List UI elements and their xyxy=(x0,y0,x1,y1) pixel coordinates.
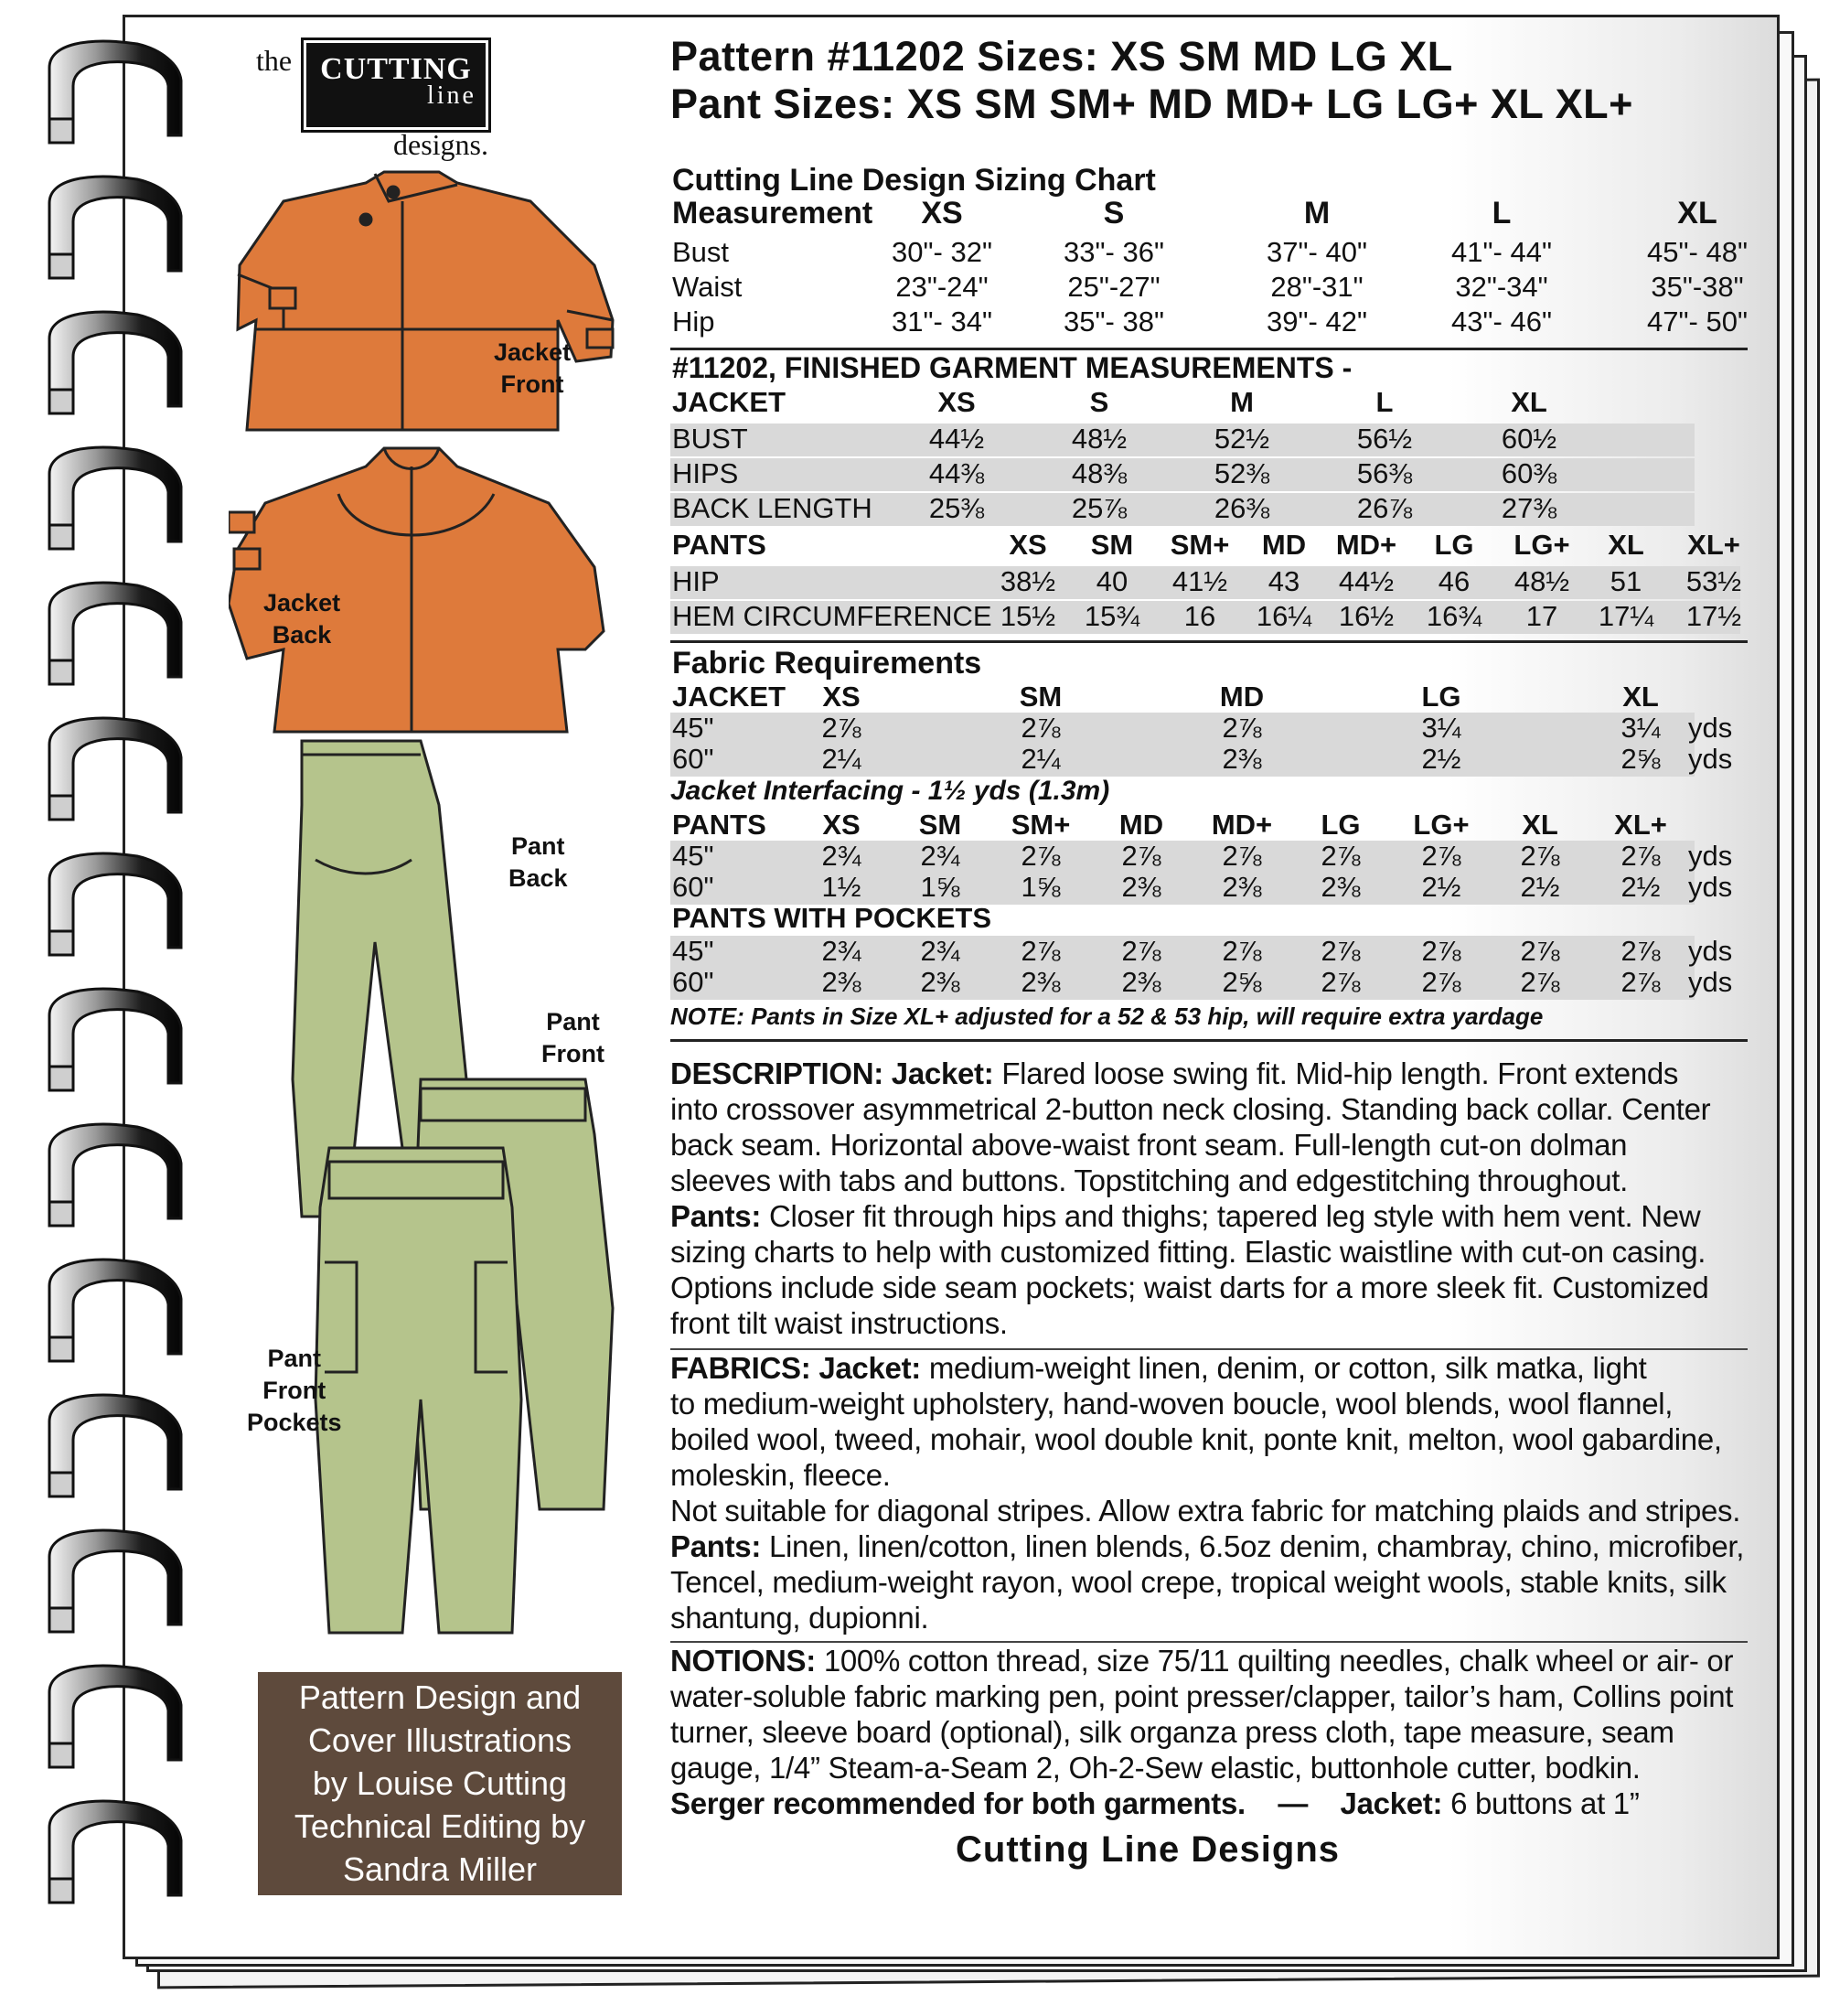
notions-line: water-soluble fabric marking pen, point presser/clapper, tailor’s ham, Collins point xyxy=(670,1679,1734,1713)
table-cell: 28"-31" xyxy=(1270,271,1364,303)
logo-line: line xyxy=(427,81,476,110)
table-cell: 2⅞ xyxy=(1321,840,1361,872)
table-cell: 52⅜ xyxy=(1214,457,1270,489)
logo xyxy=(256,37,503,165)
column-header: XS xyxy=(937,386,976,418)
table-cell: 43 xyxy=(1267,565,1300,597)
row-label: 60" xyxy=(672,871,714,903)
table-cell: 30"- 32" xyxy=(892,236,992,268)
column-header: MD xyxy=(1118,809,1164,841)
column-header: XS xyxy=(1009,529,1047,561)
fabrics-jacket-line: Not suitable for diagonal stripes. Allow extra fabric for matching plaids and stripes. xyxy=(670,1494,1741,1528)
table-cell: 56⅜ xyxy=(1356,457,1413,489)
notions-line: gauge, 1/4” Steam-a-Seam 2, Oh-2-Sew elastic, buttonhole cutter, bodkin. xyxy=(670,1751,1641,1785)
table-cell: 16½ xyxy=(1338,600,1395,632)
spiral-ring xyxy=(49,583,181,684)
table-cell: 2⅜ xyxy=(920,966,960,998)
table-cell: 44⅜ xyxy=(928,457,985,489)
notions-label: NOTIONS: xyxy=(670,1644,816,1678)
fabrics-label: FABRICS: xyxy=(670,1351,811,1385)
row-label: 45" xyxy=(672,840,714,872)
finished-title: #11202, FINISHED GARMENT MEASUREMENTS - xyxy=(672,351,1353,384)
spiral-ring xyxy=(49,1260,181,1361)
column-header: L xyxy=(1375,386,1394,418)
logo-designs: designs. xyxy=(393,128,488,161)
table-cell: 44½ xyxy=(928,423,985,455)
table-cell: 51 xyxy=(1610,565,1642,597)
spiral-ring xyxy=(49,1666,181,1767)
table-cell: 27⅜ xyxy=(1501,492,1557,524)
table-cell: 35"- 38" xyxy=(1064,306,1164,338)
table-cell: 31"- 34" xyxy=(892,306,992,338)
table-cell: 26⅞ xyxy=(1356,492,1413,524)
table-cell: 2½ xyxy=(1520,871,1560,903)
pants-header: PANTS xyxy=(672,809,766,841)
table-cell: 2⅞ xyxy=(1321,935,1361,967)
row-label: 60" xyxy=(672,966,714,998)
jacket-header: JACKET xyxy=(672,386,786,418)
table-cell: 2⅝ xyxy=(1620,743,1661,775)
table-cell: 2⅞ xyxy=(1620,966,1661,998)
pants-header: PANTS xyxy=(672,529,766,561)
table-cell: 1⅝ xyxy=(920,871,960,903)
table-cell: 3¼ xyxy=(1620,712,1661,744)
table-cell: 1⅝ xyxy=(1021,871,1061,903)
table-cell: 25⅜ xyxy=(928,492,985,524)
spiral-ring xyxy=(49,447,181,549)
table-cell: 2⅜ xyxy=(1021,966,1061,998)
table-cell: 17½ xyxy=(1685,600,1742,632)
unit-label: yds xyxy=(1688,743,1733,775)
table-cell: 2⅞ xyxy=(1222,935,1262,967)
column-header: XL xyxy=(1677,196,1717,231)
fabrics-jacket-line: moleskin, fleece. xyxy=(670,1458,891,1492)
description-jacket-line: back seam. Horizontal above-waist front seam. Full-length cut-on dolman xyxy=(670,1128,1628,1162)
table-cell: 2⅞ xyxy=(1620,935,1661,967)
logo-cutting: CUTTING xyxy=(320,52,472,86)
description-label: DESCRIPTION: xyxy=(670,1056,883,1090)
column-header: XS xyxy=(921,196,963,231)
table-cell: 2⅞ xyxy=(1520,840,1560,872)
pant-front-pockets-illustration xyxy=(316,1148,521,1633)
table-cell: 2⅞ xyxy=(1021,935,1061,967)
table-cell: 2⅞ xyxy=(1421,840,1461,872)
column-header: L xyxy=(1492,196,1512,231)
table-cell: 47"- 50" xyxy=(1647,306,1748,338)
table-cell: 15¾ xyxy=(1084,600,1140,632)
description-jacket-label: Jacket: xyxy=(891,1056,994,1090)
description-jacket-line: sleeves with tabs and buttons. Topstitching and edgestitching throughout. xyxy=(670,1163,1629,1197)
fabric-note: NOTE: Pants in Size XL+ adjusted for a 52 & 53 hip, will require extra yardage xyxy=(670,1003,1544,1030)
spiral-ring xyxy=(49,312,181,413)
table-cell: 2¼ xyxy=(821,743,861,775)
fabrics-pants-label: Pants: xyxy=(670,1529,762,1563)
table-cell: 23"-24" xyxy=(895,271,989,303)
column-header: XL xyxy=(1622,681,1659,713)
column-header: S xyxy=(1089,386,1109,418)
credit-line: Pattern Design and xyxy=(298,1678,582,1716)
table-cell: 60½ xyxy=(1501,423,1557,455)
table-cell: 33"- 36" xyxy=(1064,236,1164,268)
column-header: XL xyxy=(1522,809,1558,841)
column-header: SM xyxy=(918,809,962,841)
spiral-ring xyxy=(49,1124,181,1226)
table-cell: 2⅜ xyxy=(1121,966,1161,998)
column-header: M xyxy=(1303,196,1331,231)
credit-box xyxy=(258,1672,622,1895)
garment-label-jacket-back: Jacket Back xyxy=(263,589,341,649)
garment-illustrations xyxy=(229,165,649,1665)
table-cell: 2½ xyxy=(1421,871,1461,903)
table-cell: 32"-34" xyxy=(1455,271,1548,303)
table-cell: 2⅞ xyxy=(1021,840,1061,872)
table-cell: 2⅞ xyxy=(1620,840,1661,872)
notions-jacket-label: Jacket: xyxy=(1340,1786,1443,1820)
table-cell: 2¼ xyxy=(1021,743,1061,775)
table-cell: 43"- 46" xyxy=(1451,306,1552,338)
notions-line: turner, sleeve board (optional), silk organza press cloth, tape measure, seam xyxy=(670,1715,1674,1749)
table-cell: 2¾ xyxy=(920,935,960,967)
table-cell: 2⅞ xyxy=(1021,712,1061,744)
fabrics-pants-line: Linen, linen/cotton, linen blends, 6.5oz denim, chambray, chino, microfiber, xyxy=(768,1529,1745,1563)
table-cell: 45"- 48" xyxy=(1647,236,1748,268)
fabric-title: Fabric Requirements xyxy=(672,646,982,681)
table-cell: 2⅜ xyxy=(1121,871,1161,903)
spiral-ring xyxy=(49,1530,181,1632)
table-cell: 2⅜ xyxy=(1321,871,1361,903)
table-cell: 16¼ xyxy=(1256,600,1312,632)
fabrics-jacket-line: to medium-weight upholstery, hand-woven boucle, wool blends, wool flannel, xyxy=(670,1387,1674,1421)
table-cell: 35"-38" xyxy=(1651,271,1744,303)
table-cell: 39"- 42" xyxy=(1267,306,1367,338)
credit-line: Cover Illustrations xyxy=(307,1721,572,1759)
row-label: Waist xyxy=(672,271,743,303)
description-pants-line: front tilt waist instructions. xyxy=(670,1306,1008,1340)
column-header: LG xyxy=(1434,529,1474,561)
column-header: XL xyxy=(1608,529,1644,561)
description-pants-line: Options include side seam pockets; waist darts for a more sleek fit. Customized xyxy=(670,1271,1709,1304)
table-cell: 25⅞ xyxy=(1071,492,1128,524)
column-header: Measurement xyxy=(672,196,873,231)
table-cell: 1½ xyxy=(821,871,861,903)
logo-box xyxy=(304,40,488,130)
column-header: SM+ xyxy=(1011,809,1071,841)
dash: — xyxy=(1278,1786,1309,1820)
credit-line: Technical Editing by xyxy=(294,1807,586,1845)
description-jacket-line: into crossover asymmetrical 2-button neck closing. Standing back collar. Center xyxy=(670,1092,1711,1126)
garment-label-pant-front: Pant Front xyxy=(541,1008,604,1067)
column-header: XL xyxy=(1511,386,1547,418)
column-header: SM xyxy=(1090,529,1134,561)
table-cell: 2¾ xyxy=(920,840,960,872)
table-cell: 2⅞ xyxy=(1520,966,1560,998)
table-cell: 2⅞ xyxy=(821,712,861,744)
table-cell: 2⅝ xyxy=(1222,966,1262,998)
column-header: LG+ xyxy=(1413,809,1470,841)
table-cell: 44½ xyxy=(1338,565,1395,597)
table-cell: 2⅞ xyxy=(1121,935,1161,967)
spiral-ring xyxy=(49,1395,181,1496)
row-label: BUST xyxy=(672,423,748,455)
column-header: MD xyxy=(1219,681,1265,713)
table-cell: 17¼ xyxy=(1598,600,1654,632)
garment-label-jacket-front: Jacket Front xyxy=(494,338,572,398)
column-header: MD xyxy=(1261,529,1307,561)
fabrics-jacket-line: boiled wool, tweed, mohair, wool double knit, ponte knit, melton, wool gabardine, xyxy=(670,1422,1722,1456)
column-header: M xyxy=(1230,386,1254,418)
row-label: 45" xyxy=(672,935,714,967)
table-cell: 2½ xyxy=(1421,743,1461,775)
table-cell: 2¾ xyxy=(821,935,861,967)
table-cell: 48½ xyxy=(1071,423,1128,455)
interfacing-note: Jacket Interfacing - 1½ yds (1.3m) xyxy=(670,776,1110,806)
fabrics-jacket-line: medium-weight linen, denim, or cotton, silk matka, light xyxy=(928,1351,1647,1385)
row-label: Bust xyxy=(672,236,730,268)
column-header: LG xyxy=(1321,809,1361,841)
divider xyxy=(670,1039,1748,1042)
table-cell: 2⅜ xyxy=(1222,743,1262,775)
spiral-ring xyxy=(49,718,181,820)
table-cell: 41"- 44" xyxy=(1451,236,1552,268)
credit-line: by Louise Cutting xyxy=(312,1764,568,1802)
table-cell: 38½ xyxy=(1000,565,1056,597)
column-header: SM xyxy=(1019,681,1063,713)
credit-line: Sandra Miller xyxy=(342,1850,538,1888)
fabrics-pants-line: shantung, dupionni. xyxy=(670,1601,929,1635)
notions-line: 100% cotton thread, size 75/11 quilting needles, chalk wheel or air- or xyxy=(823,1644,1734,1678)
pockets-header: PANTS WITH POCKETS xyxy=(672,902,992,934)
table-cell: 2⅞ xyxy=(1222,840,1262,872)
column-header: XL+ xyxy=(1614,809,1667,841)
description-pants-line: Closer fit through hips and thighs; tapered leg style with hem vent. New xyxy=(768,1199,1701,1233)
spiral-ring xyxy=(49,1801,181,1903)
column-header: LG xyxy=(1421,681,1461,713)
table-cell: 2¾ xyxy=(821,840,861,872)
table-cell: 2⅞ xyxy=(1121,840,1161,872)
table-cell: 2½ xyxy=(1620,871,1661,903)
table-cell: 2⅞ xyxy=(1520,935,1560,967)
column-header: LG+ xyxy=(1513,529,1570,561)
column-header: MD+ xyxy=(1211,809,1273,841)
jacket-header: JACKET xyxy=(672,681,786,713)
table-cell: 41½ xyxy=(1171,565,1228,597)
garment-label-pant-front-pockets: Pant Front Pockets xyxy=(247,1345,342,1436)
table-cell: 56½ xyxy=(1356,423,1413,455)
row-label: HIPS xyxy=(672,457,739,489)
spiral-ring xyxy=(49,853,181,955)
fabrics-section xyxy=(670,1350,1749,1635)
row-label: 45" xyxy=(672,712,714,744)
fabrics-pants-line: Tencel, medium-weight rayon, wool crepe, tropical weight wools, stable knits, silk xyxy=(670,1565,1727,1599)
table-cell: 2⅞ xyxy=(1222,712,1262,744)
row-label: HIP xyxy=(672,565,720,597)
garment-label-pant-back: Pant Back xyxy=(508,832,568,892)
page-title-line2: Pant Sizes: XS SM SM+ MD MD+ LG LG+ XL XL+ xyxy=(670,80,1633,127)
unit-label: yds xyxy=(1688,712,1733,744)
table-cell: 60⅜ xyxy=(1501,457,1557,489)
table-cell: 26⅜ xyxy=(1214,492,1270,524)
unit-label: yds xyxy=(1688,871,1733,903)
spiral-ring xyxy=(49,177,181,278)
description-section xyxy=(670,1056,1749,1341)
table-cell: 2⅞ xyxy=(1321,966,1361,998)
column-header: MD+ xyxy=(1335,529,1397,561)
divider xyxy=(670,348,1748,350)
column-header: XS xyxy=(822,809,861,841)
spiral-binding xyxy=(0,0,219,2016)
fabrics-jacket-label: Jacket: xyxy=(818,1351,921,1385)
table-cell: 37"- 40" xyxy=(1267,236,1367,268)
table-cell: 48⅜ xyxy=(1071,457,1128,489)
description-pants-label: Pants: xyxy=(670,1199,762,1233)
logo-the: the xyxy=(256,44,293,77)
footer-brand: Cutting Line Designs xyxy=(956,1829,1340,1870)
column-header: S xyxy=(1103,196,1125,231)
divider xyxy=(670,640,1748,643)
row-label: HEM CIRCUMFERENCE xyxy=(672,600,992,632)
row-label: 60" xyxy=(672,743,714,775)
table-cell: 16¾ xyxy=(1426,600,1482,632)
sizing-chart-title: Cutting Line Design Sizing Chart xyxy=(672,163,1156,198)
row-label: BACK LENGTH xyxy=(672,492,872,524)
table-cell: 40 xyxy=(1096,565,1128,597)
notions-section xyxy=(670,1643,1749,1821)
table-cell: 48½ xyxy=(1513,565,1570,597)
column-header: XL+ xyxy=(1687,529,1740,561)
table-cell: 2⅞ xyxy=(1421,966,1461,998)
table-cell: 15½ xyxy=(1000,600,1056,632)
spiral-ring xyxy=(49,41,181,143)
jacket-buttons: 6 buttons at 1” xyxy=(1450,1786,1640,1820)
table-cell: 25"-27" xyxy=(1067,271,1161,303)
row-label: Hip xyxy=(672,306,715,338)
table-cell: 2⅜ xyxy=(821,966,861,998)
unit-label: yds xyxy=(1688,966,1733,998)
table-cell: 2⅞ xyxy=(1421,935,1461,967)
unit-label: yds xyxy=(1688,935,1733,967)
unit-label: yds xyxy=(1688,840,1733,872)
table-cell: 2⅜ xyxy=(1222,871,1262,903)
serger-note: Serger recommended for both garments. xyxy=(670,1786,1246,1820)
table-cell: 17 xyxy=(1525,600,1558,632)
table-cell: 16 xyxy=(1183,600,1216,632)
description-jacket-line: Flared loose swing fit. Mid-hip length. Front extends xyxy=(1001,1056,1679,1090)
page-title-line1: Pattern #11202 Sizes: XS SM MD LG XL xyxy=(670,33,1453,80)
column-header: XS xyxy=(822,681,861,713)
spiral-ring xyxy=(49,989,181,1090)
table-cell: 53½ xyxy=(1685,565,1742,597)
table-cell: 46 xyxy=(1438,565,1471,597)
description-pants-line: sizing charts to help with customized fitting. Elastic waistline with cut-on casing. xyxy=(670,1235,1706,1269)
column-header: SM+ xyxy=(1170,529,1230,561)
table-cell: 3¼ xyxy=(1421,712,1461,744)
table-cell: 52½ xyxy=(1214,423,1270,455)
